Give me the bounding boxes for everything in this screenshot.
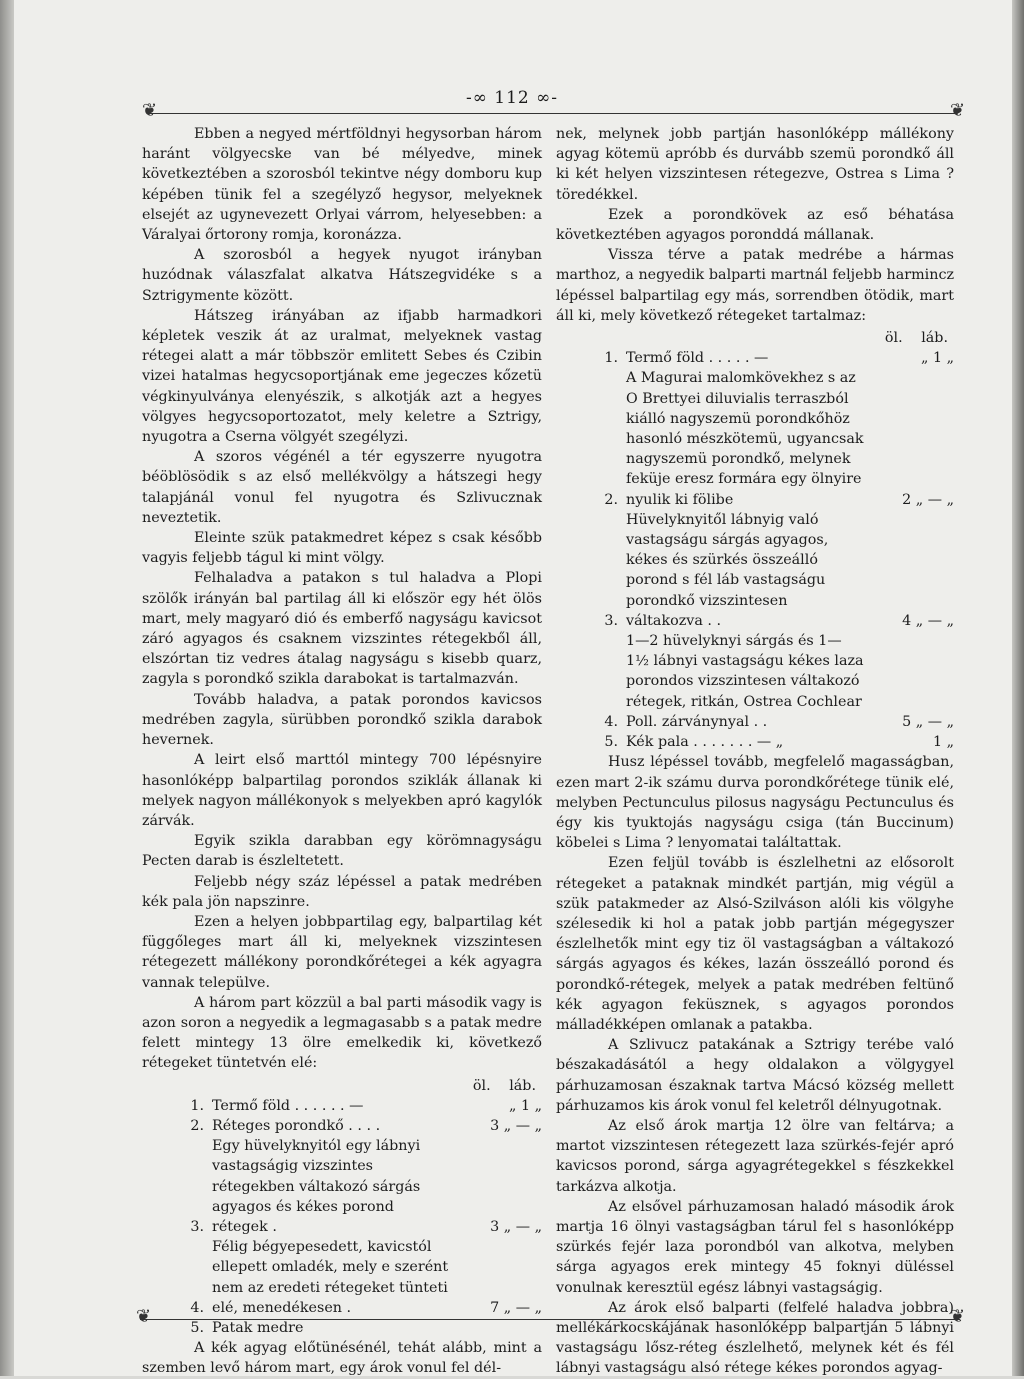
paragraph: nek, melynek jobb partján hasonlóképp mállékony agyag kötemü apróbb és durvább szemü porondkő áll ki két helyen vizszintesen rétegezve, Ostrea s Lima ? töredékkel. [556, 126, 954, 203]
strata-values: 3 „ — „ [490, 1117, 542, 1134]
strata-row [556, 368, 954, 509]
strata-row [142, 1136, 542, 1237]
left-column [142, 124, 542, 1379]
unit-ol: öl. [472, 1077, 491, 1094]
strata-description: Kék pala . . . . . . . — „ [626, 734, 784, 751]
strata-description: Hüvelyknyitől lábnyig való vastagságu sárgás agyagos, kékes és szürkés összeálló porond s fél láb vastagságu porondkő vizszintesen váltakozva . . [626, 511, 829, 629]
paragraph: Eleinte szük patakmedret képez s csak később vagyis feljebb tágul ki mint völgy. [142, 530, 542, 567]
paragraph: Az árok első balparti (felfelé haladva jobbra) mellékárkocskájának hasonlóképp balpartján 5 lábnyi vastagságu lősz-réteg észlelhető, melynek két és fél lábnyi vastagságu alsó rétege kékes porondos agyag- [556, 1299, 954, 1377]
strata-values: 5 „ — „ [902, 713, 954, 730]
paragraph: Vissza térve a patak medrébe a hármas marthoz, a negyedik balparti martnál feljebb harmincz lépéssel balpartilag egy más, sorrendben ötödik, mart áll ki, mely következő rétegeket tartalmaz: [556, 247, 954, 324]
corner-ornament-bottom-right: ❦ [950, 1306, 966, 1327]
strata-number: 2. [604, 491, 618, 508]
unit-header [556, 328, 954, 348]
strata-description: A Magurai malomkövekhez s az O Brettyei diluvialis terraszból kiálló nagyszemü porondkőhöz hasonló mészkötemü, ugyancsak nagyszemü porondkő, melynek feküje eresz formára egy ölnyire nyulik ki fölibe [626, 370, 864, 508]
strata-number: 5. [190, 1319, 204, 1336]
unit-header [142, 1076, 542, 1096]
strata-description: Patak medre [212, 1319, 304, 1336]
bottom-rule [140, 1319, 960, 1320]
paragraph: Ezek a porondkövek az eső béhatása következtében agyagos poronddá mállanak. [556, 206, 954, 244]
page-edge-left [0, 0, 14, 1376]
paragraph: Egyik szikla darabban egy körömnagyságu Pecten darab is észleltetett. [142, 833, 542, 870]
unit-ol: öl. [884, 330, 903, 347]
unit-lab: láb. [509, 1077, 536, 1094]
strata-number: 1. [604, 350, 618, 367]
page-edge-right [1012, 0, 1024, 1376]
strata-number: 3. [604, 612, 618, 629]
unit-lab: láb. [921, 330, 948, 347]
paragraph: Tovább haladva, a patak porondos kavicsos medrében zagyla, sürübben porondkő szikla darabok hevernek. [142, 691, 542, 749]
paragraph: A három part közzül a bal parti második vagy is azon soron a negyedik a legmagasabb s a patak medre felett mintegy 13 ölre emelkedik ki, következő rétegeket tüntetvén elé: [142, 994, 542, 1072]
paragraph: A leirt első marttól mintegy 700 lépésnyire hasonlóképp balpartilag porondos sziklák állanak ki melyek nagyon mállékonyok s melyekben apró kagylók zárvák. [142, 752, 542, 829]
strata-row [142, 1096, 542, 1116]
paragraph: A szorosból a hegyek nyugot irányban huzódnak válaszfalat alkatva Hátszegvidéke s a Sztrigymente között. [142, 247, 542, 304]
strata-number: 1. [190, 1097, 204, 1114]
corner-ornament-top-right: ❦ [950, 100, 966, 121]
paragraph: A kék agyag előtünésénél, tehát alább, mint a szemben levő három mart, egy árok vonul fel dél- [142, 1340, 542, 1377]
strata-row [142, 1116, 542, 1136]
top-rule [148, 113, 956, 114]
paragraph: Ebben a negyed mértföldnyi hegysorban három haránt völgyecske van bé mélyedve, minek következtében a szorosból tekintve négy domboru kup képében tünik fel a szegélyző hegysor, melyeknek elsejét az ugynevezett Orlyai várrom, helyesebben: a Váralyai őrtorony romja, koronázza. [142, 126, 542, 244]
right-column [556, 124, 954, 1379]
corner-ornament-top-left: ❦ [142, 100, 158, 121]
corner-ornament-bottom-left: ❦ [136, 1306, 152, 1327]
strata-description: Termő föld . . . . . . — [212, 1097, 364, 1114]
strata-values: 1 „ [932, 734, 954, 751]
strata-values: 4 „ — „ [902, 612, 954, 629]
paragraph: A szoros végénél a tér egyszerre nyugotra béöblösödik s az első mellékvölgy a hátszegi hegy talapjánál vonul fel nyugotra és Szlivucznak neveztetik. [142, 449, 542, 526]
paragraph: Husz lépéssel tovább, megfelelő magasságban, ezen mart 2-ik számu durva porondkőrétege tünik elé, melyben Pectunculus pilosus nagyságu Pectunculus és égy kis tyuktojás nagyságu csiga (tán Buccinum) köbelei s Lima ? lenyomatai találtattak. [556, 754, 954, 852]
paragraph: Az elsővel párhuzamosan haladó második árok martja 16 ölnyi vastagságban tárul fel s hasonlóképp szürkés fejér laza porondból van alkotva, melyben sárga agyagos erek mintegy 45 foknyi düléssel vonulnak keresztül egész lábnyi vastagságig. [556, 1198, 954, 1296]
strata-values: „ 1 „ [921, 350, 954, 367]
strata-row [142, 1318, 542, 1338]
paragraph: Ezen feljül tovább is észlelhetni az elősorolt rétegeket a pataknak mindkét partján, mig végül a szük patakmeder az Alsó-Szilváson alóli kis völgyhe szélesedik ki hol a patak jobb partján mégegyszer észlelhetők mint egy tiz öl vastagságban a váltakozó sárgás agyagos és kékes, lazán összeálló porond és porondkő-rétegek, melyek a patak medrében feltünő kék agyagon feküsznek, s agyagos porondos málladékképen omlanak a patakba. [556, 855, 954, 1033]
strata-description: 1—2 hüvelyknyi sárgás és 1—1½ lábnyi vastagságu kékes laza porondos vizszintesen váltakozó rétegek, ritkán, Ostrea Cochlear Poll. zárványnyal . . [626, 633, 864, 730]
strata-row [556, 510, 954, 631]
strata-number: 4. [604, 713, 618, 730]
strata-row [556, 732, 954, 752]
strata-table-left [142, 1076, 542, 1339]
strata-values: 3 „ — „ [490, 1218, 542, 1235]
paragraph: Ezen a helyen jobbpartilag egy, balpartilag két függőleges mart áll ki, melyeknek vizszintesen rétegezett mállékony porondkőrétegei a kék agyagra vannak települve. [142, 913, 542, 991]
paragraph: Feljebb négy száz lépéssel a patak medrében kék pala jön napszinre. [142, 873, 542, 910]
strata-number: 3. [190, 1218, 204, 1235]
strata-description: Termő föld . . . . . — [626, 350, 769, 367]
strata-description: Félig bégyepesedett, kavicstól ellepett omladék, mely e szerént nem az eredeti rétegeket tünteti elé, menedékesen . [212, 1239, 449, 1316]
strata-values: 7 „ — „ [490, 1299, 542, 1316]
paragraph: A Szlivucz patakának a Sztrigy terébe való bészakadásától a hegy oldalakon a völgygyel párhuzamosan északnak tartva Mácsó község mellett párhuzamos kis árok vonul fel keletről délnyugotnak. [556, 1037, 954, 1114]
strata-table-right [556, 328, 954, 752]
page-number: -∞ 112 ∞- [465, 88, 559, 108]
strata-row [142, 1237, 542, 1318]
paragraph: Hátszeg irányában az ifjabb harmadkori képletek veszik át az uralmat, melyeknek vastag rétegei alatt a már többször emlitett Sebes és Czibin vizei hatalmas hegycsoportjának eme jegeczes kőzetü végkinyulványa elenyészik, s alkotják azt a hegyes völgyes hegycsoportozatot, mely keletre a Sztrigy, nyugotra a Cserna völgyét szegélyzi. [142, 307, 542, 446]
strata-description: Réteges porondkő . . . . [212, 1117, 381, 1134]
strata-number: 4. [190, 1299, 204, 1316]
strata-description: Egy hüvelyknyitól egy lábnyi vastagságig vizszintes rétegekben váltakozó sárgás agyagos és kékes porond rétegek . [212, 1138, 421, 1235]
strata-values: 2 „ — „ [902, 491, 954, 508]
strata-row [556, 348, 954, 368]
paragraph: Az első árok martja 12 ölre van feltárva; a martot vizszintesen rétegezett laza szürkés-fejér apró kavicsos porond, sárga agyagrétegekkel s fészkekkel tarkázva alkotja. [556, 1117, 954, 1195]
strata-number: 5. [604, 734, 618, 751]
strata-number: 2. [190, 1117, 204, 1134]
strata-values: „ 1 „ [509, 1097, 542, 1114]
paragraph: Felhaladva a patakon s tul haladva a Plopi szölők irányán bal partilag áll ki először egy hét ölös mart, mely magyaró dió és emberfő nagyságu kavicsot záró agyagos és csaknem vizszintes rétegekből áll, elszórtan tiz vedres átalag nagyságu s kisebb quarz, zagyla s porondkő szikla darabokat is tartalmazván. [142, 570, 542, 688]
strata-row [556, 631, 954, 732]
